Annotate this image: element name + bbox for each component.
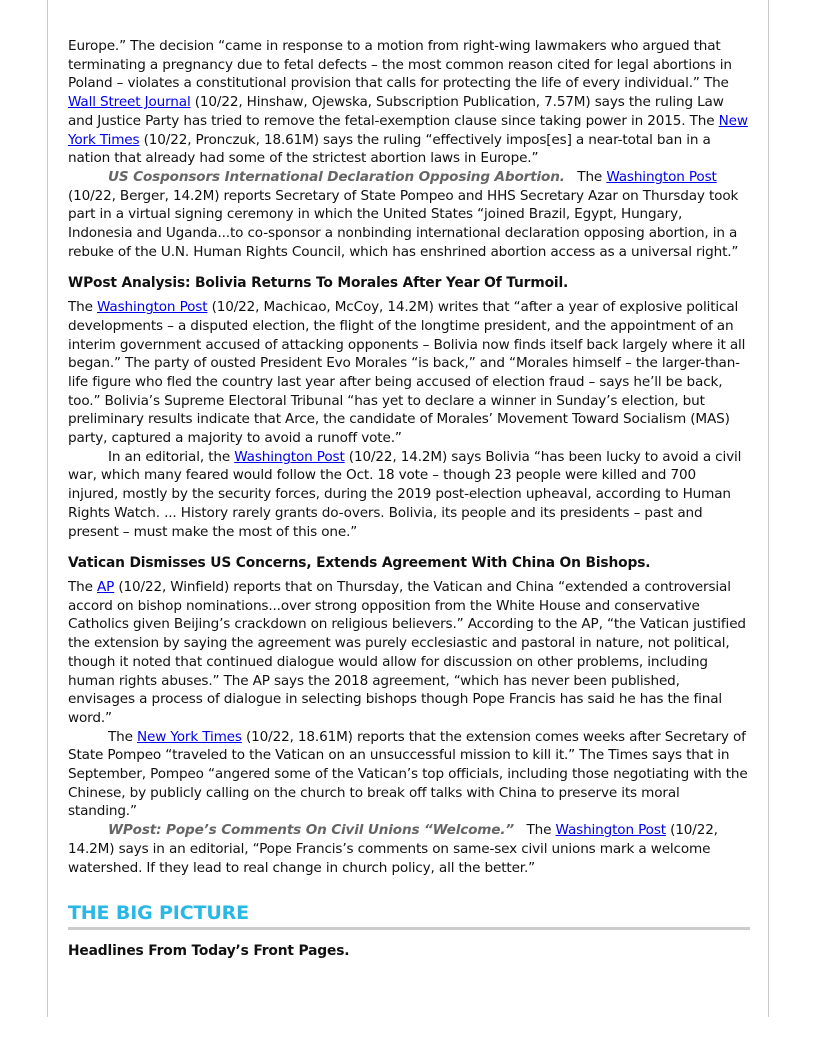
text: The [68,578,98,595]
text: Europe.” The decision “came in response to a motion from right-wing lawmakers who argued that terminating a pregnancy due to fetal defects – the most common reason cited for legal abortions in Poland – violates a constitutional provision that calls for protecting the life of every individual.” The [68,38,732,92]
article-paragraph [68,168,750,262]
text: (10/22, 14.2M) says in an editorial, “Pope Francis’s comments on same-sex civil unions mark a welcome watershed. If they lead to real change in church policy, all the better.” [68,822,718,876]
article-paragraph [68,728,750,822]
wapo-link[interactable]: Washington Post [606,168,717,185]
subheadline: WPost: Pope’s Comments On Civil Unions “Welcome.” [108,822,514,839]
wapo-link[interactable]: Washington Post [555,822,666,839]
text: (10/22, Pronczuk, 18.61M) says the ruling “effectively impos[es] a near-total ban in a nation that already had some of the strictest abortion laws in Europe.” [68,131,711,167]
text: (10/22, 18.61M) reports that the extension comes weeks after Secretary of State Pompeo “traveled to the Vatican on an unsuccessful mission to kill it.” The Times says that in September, Pompeo “angered some of the Vatican’s top officials, including those negotiating with the Chinese, by publicly calling on the church to break off talks with China to preserve its moral standing.” [68,728,748,820]
text: The [108,728,138,745]
nyt-link[interactable]: New York Times [137,728,242,745]
ap-link[interactable]: AP [97,578,115,595]
article-headline: Headlines From Today’s Front Pages. [68,943,350,960]
section-title: THE BIG PICTURE [68,902,249,925]
text: (10/22, 14.2M) says Bolivia “has been lucky to avoid a civil war, which many feared would follow the Oct. 18 vote – though 23 people were killed and 700 injured, mostly by the security forces, during the 2019 post-election upheaval, according to Human Rights Watch. ... History rarely grants do-overs. Bolivia, its people and its presidents – past and present – must make the most of this one.” [68,448,742,540]
article-paragraph [68,37,750,168]
article-headline: WPost Analysis: Bolivia Returns To Morales After Year Of Turmoil. [68,275,569,292]
nyt-link[interactable]: New York Times [68,112,748,148]
article-paragraph [68,821,750,877]
text: (10/22, Winfield) reports that on Thursday, the Vatican and China “extended a controversial accord on bishop nominations...over strong opposition from the White House and conservative Catholics given Beijing’s crackdown on religious believers.” According to the AP, “the Vatican justified the extension by saying the agreement was purely ecclesiastic and pastoral in nature, not political, though it noted that continued dialogue would allow for discussion on other problems, including human rights abuses.” The AP says the 2018 agreement, “which has never been published, envisages a process of dialogue in selecting bishops though Pope Francis has said he has the final word.” [68,578,746,726]
text: The [514,822,556,839]
text: The [564,168,607,185]
wapo-link[interactable]: Washington Post [234,448,345,465]
section-divider [68,927,750,930]
article-headline: Vatican Dismisses US Concerns, Extends Agreement With China On Bishops. [68,555,651,572]
text: (10/22, Berger, 14.2M) reports Secretary of State Pompeo and HHS Secretary Azar on Thursday took part in a virtual signing ceremony in which the United States “joined Brazil, Egypt, Hungary, Indonesia and Uganda...to co-sponsor a nonbinding international declaration opposing abortion, in a rebuke of the U.N. Human Rights Council, which has enshrined abortion access as a universal right.” [68,187,739,260]
wsj-link[interactable]: Wall Street Journal [68,94,191,111]
wapo-link[interactable]: Washington Post [97,299,208,316]
article-paragraph [68,298,750,448]
text: (10/22, Machicao, McCoy, 14.2M) writes that “after a year of explosive political developments – a disputed election, the flight of the longtime president, and the appointment of an interim government accused of attacking opponents – Bolivia now finds itself back largely where it all began.” The party of ousted President Evo Morales “is back,” and “Morales himself – the larger-than-life figure who fled the country last year after being accused of election fraud – says he’ll be back, too.” Bolivia’s Supreme Electoral Tribunal “has yet to declare a winner in Sunday’s election, but preliminary results indicate that Arce, the candidate of Morales’ Movement Toward Socialism (MAS) party, captured a majority to avoid a runoff vote.” [68,299,746,447]
text: (10/22, Hinshaw, Ojewska, Subscription Publication, 7.57M) says the ruling Law and Justice Party has tried to remove the fetal-exemption clause since taking power in 2015. The [68,94,724,129]
article-paragraph [68,578,750,728]
text: The [68,299,98,316]
article-paragraph [68,448,750,542]
subheadline: US Cosponsors International Declaration Opposing Abortion. [108,168,565,185]
text: In an editorial, the [108,448,235,465]
newsletter-body [68,37,750,966]
